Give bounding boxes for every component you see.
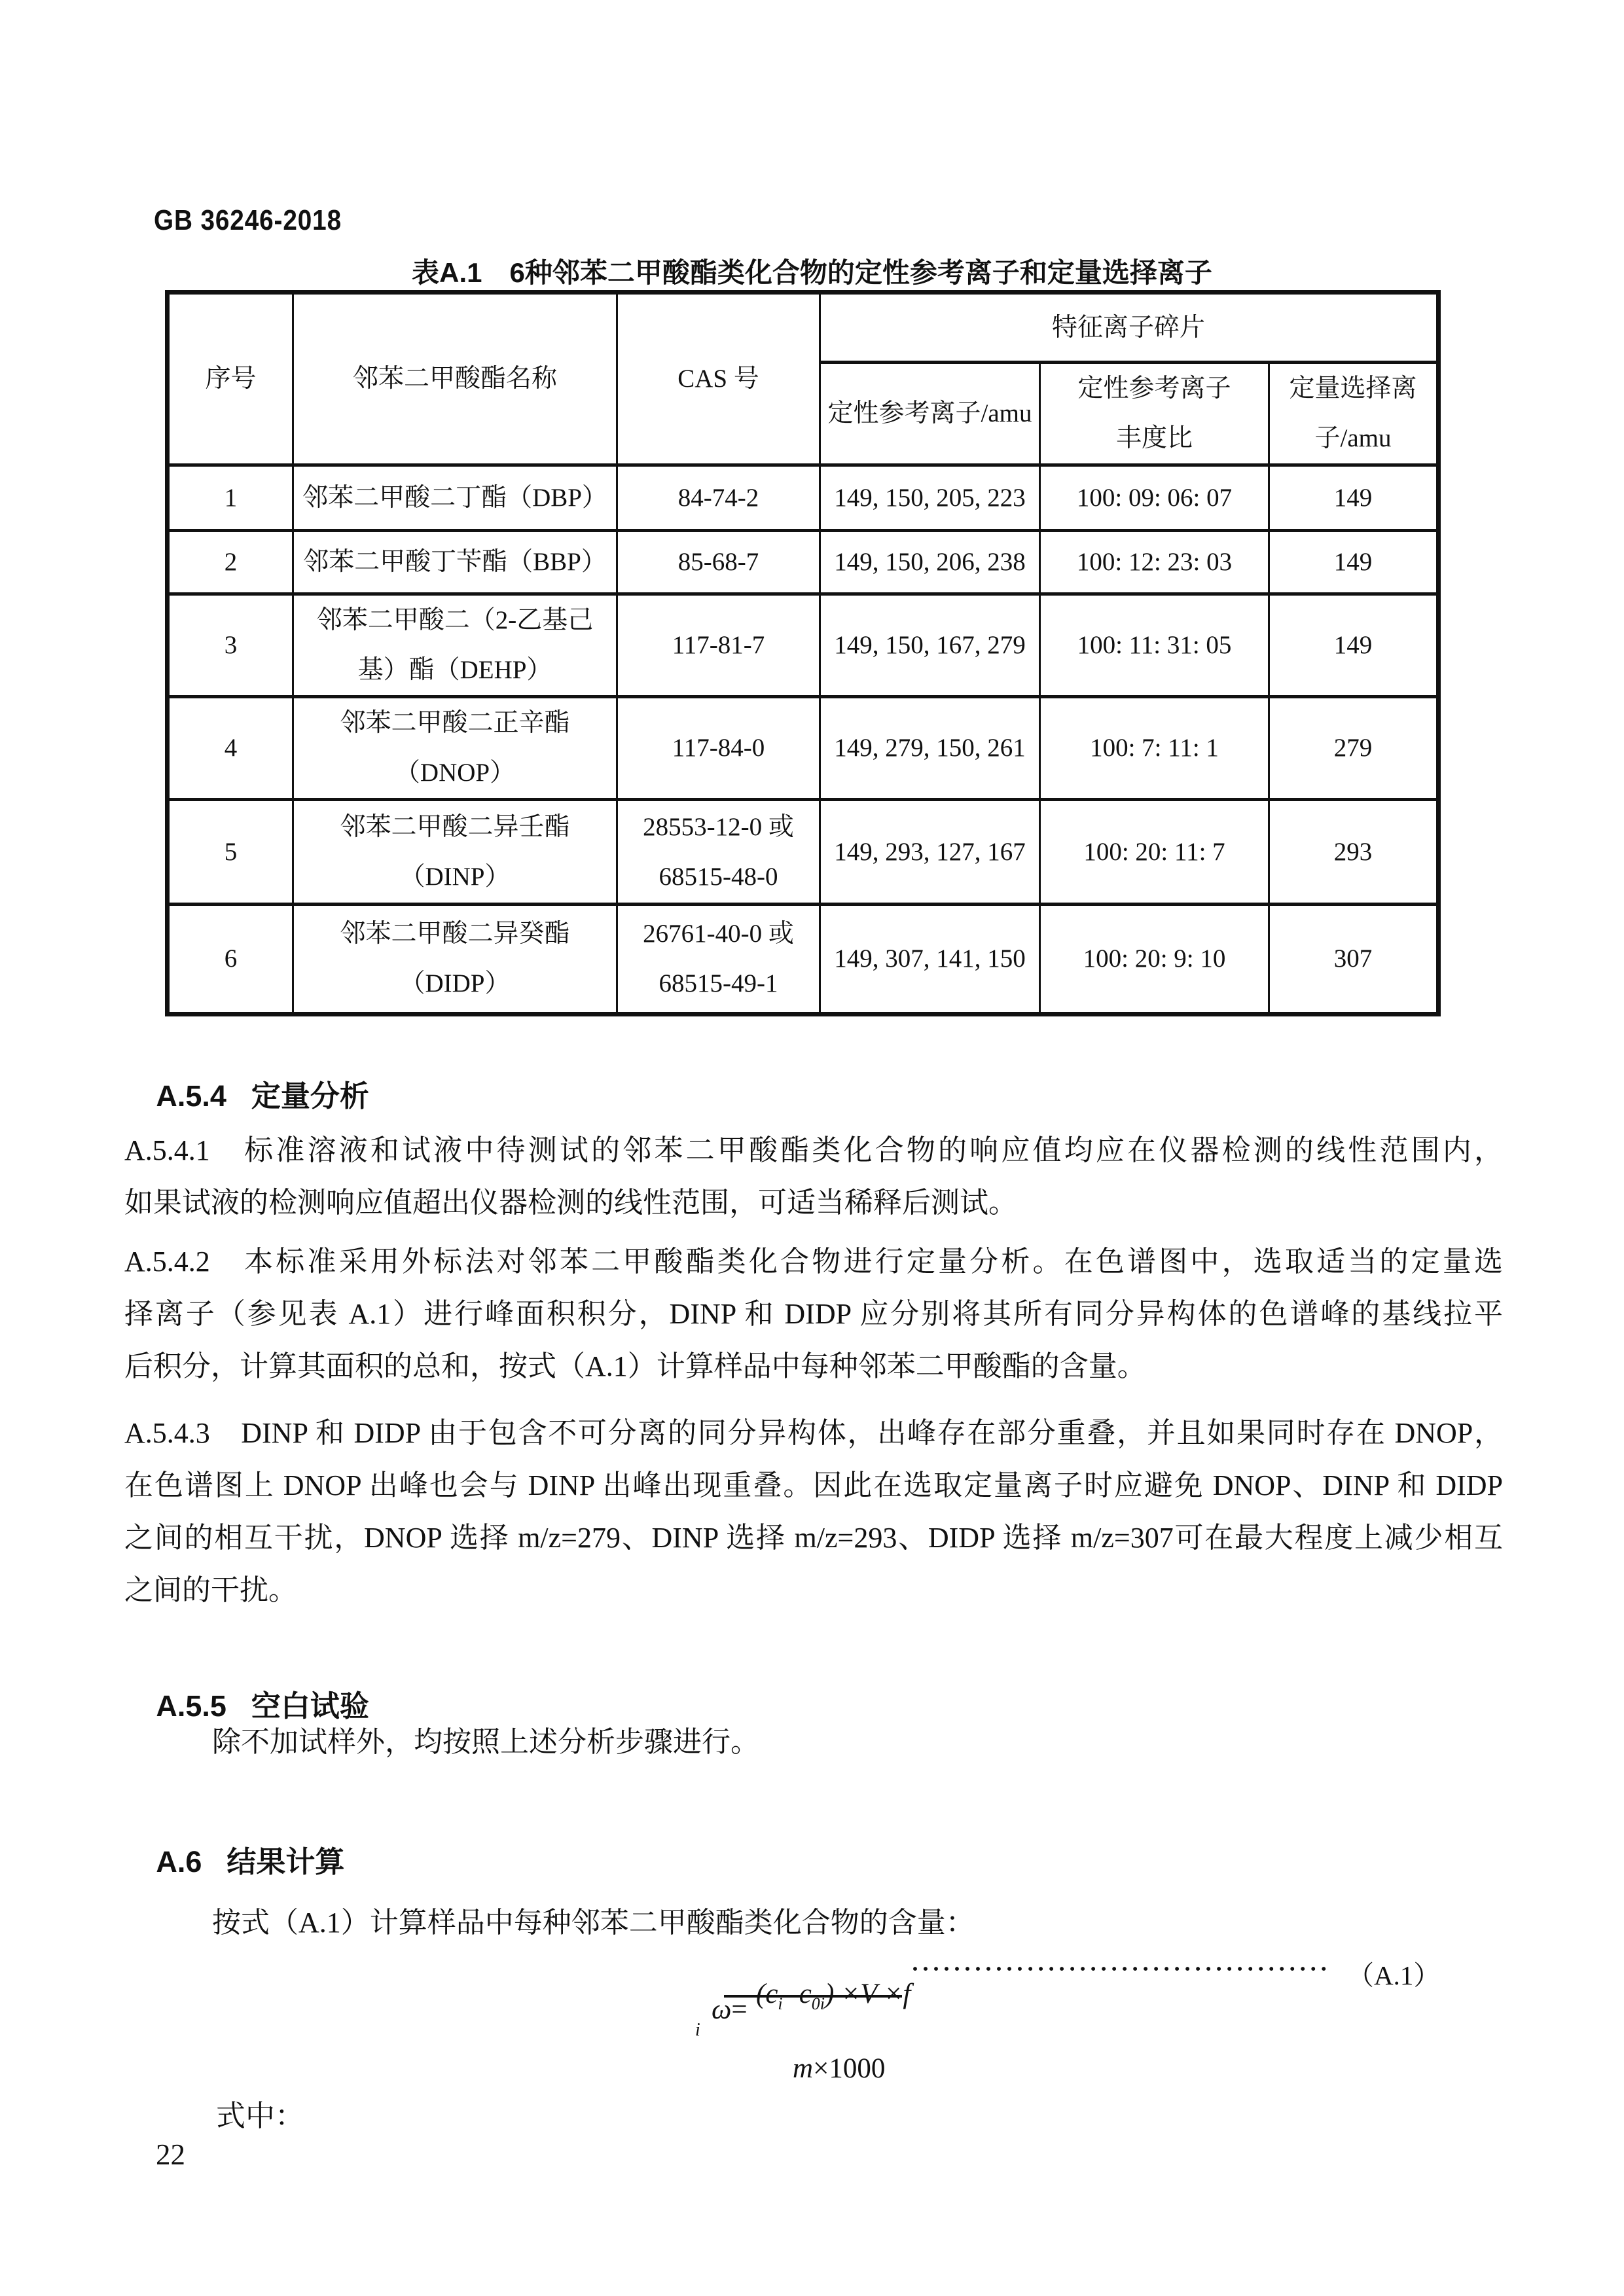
cell-name [293,465,617,531]
formula-dot-leader: ········································ [911,1956,1331,1982]
cell-quant: 279 [1269,697,1439,800]
cell-cas [617,905,820,1014]
header-line: 子/amu [1314,424,1392,452]
cell-ratio: 100: 09: 06: 07 [1040,465,1269,531]
paragraph-line: 如果试液的检测响应值超出仪器检测的线性范围，可适当稀释后测试。 [124,1187,1017,1219]
cell-ions: 149, 293, 127, 167 [820,800,1040,905]
cell-line: （DNOP） [394,759,516,787]
section-title: 定量分析 [251,1079,369,1113]
formula-omega: ω [712,1994,732,2025]
cell-ions: 149, 150, 206, 238 [820,531,1040,594]
table-header-row-1 [168,293,1439,363]
formula-subscript: i [778,1994,783,2013]
cell-line: 117-84-0 [672,734,765,762]
cell-name [293,531,617,594]
section-title: 空白试验 [251,1689,369,1723]
paragraph-line: 在色谱图上 DNOP 出峰也会与 DINP 出峰出现重叠。因此在选取定量离子时应避免 DNOP、DINP 和 DIDP [124,1469,1503,1501]
section-number: A.5.5 [156,1689,226,1723]
paragraph-line: A.5.4.3 DINP 和 DIDP 由于包含不可分离的同分异构体，出峰存在部分重叠，并且如果同时存在 DNOP， [124,1417,1503,1449]
cell-line: 117-81-7 [672,631,765,659]
col-header-quant-ion [1269,363,1439,465]
paragraph-a5442 [124,1236,1503,1393]
section-number: A.5.4 [156,1079,226,1113]
cell-quant: 307 [1269,905,1439,1014]
cell-line: （DIDP） [399,969,511,997]
paragraph-formula-intro: 按式（A.1）计算样品中每种邻苯二甲酸酯类化合物的含量： [212,1907,975,1939]
paragraph-line: A.5.4.2 本标准采用外标法对邻苯二甲酸酯类化合物进行定量分析。在色谱图中，选取适当的定量选 [124,1246,1503,1278]
paragraph-blank-test: 除不加试样外，均按照上述分析步骤进行。 [212,1726,759,1758]
col-header-name: 邻苯二甲酸酯名称 [293,293,617,465]
col-header-cas: CAS 号 [617,293,820,465]
table-row [168,594,1439,697]
cell-ions: 149, 307, 141, 150 [820,905,1040,1014]
cell-ions: 149, 150, 167, 279 [820,594,1040,697]
formula-term: (c [756,1979,778,2009]
cell-name [293,697,617,800]
cell-no: 1 [168,465,293,531]
cell-no: 3 [168,594,293,697]
cell-line: 邻苯二甲酸二异癸酯 [340,920,570,948]
cell-name [293,594,617,697]
paragraph-line: 之间的干扰。 [124,1574,297,1606]
cell-line: 邻苯二甲酸二丁酯（DBP） [302,483,607,512]
paragraph-line: 择离子（参见表 A.1）进行峰面积积分，DINP 和 DIDP 应分别将其所有同分异构体的色谱峰的基线拉平 [124,1298,1503,1330]
phthalate-ion-table [165,290,1441,1016]
formula-equals: = [731,1994,748,2025]
cell-cas [617,594,820,697]
header-line: 丰度比 [1115,424,1193,452]
table-row [168,905,1439,1014]
col-header-fragment-group: 特征离子碎片 [820,293,1439,363]
formula-term: - c [782,1979,812,2009]
paragraph-a5441 [124,1124,1503,1229]
paragraph-line: 后积分，计算其面积的总和，按式（A.1）计算样品中每种邻苯二甲酸酯的含量。 [124,1350,1146,1382]
cell-quant: 149 [1269,465,1439,531]
cell-line: 26761-40-0 或 [643,920,794,948]
cell-ions: 149, 279, 150, 261 [820,697,1040,800]
cell-ratio: 100: 12: 23: 03 [1040,531,1269,594]
cell-quant: 293 [1269,800,1439,905]
cell-quant: 149 [1269,594,1439,697]
cell-line: 68515-48-0 [659,862,778,891]
cell-no: 6 [168,905,293,1014]
header-line: 定量选择离 [1289,374,1417,403]
section-title: 结果计算 [226,1845,345,1878]
table-row [168,531,1439,594]
table-row [168,697,1439,800]
page-number: 22 [156,2138,185,2171]
formula-term: ) ×V ×f [825,1979,911,2009]
cell-cas [617,800,820,905]
cell-line: 28553-12-0 或 [643,812,794,841]
cell-cas [617,465,820,531]
section-number: A.6 [156,1845,202,1878]
header-line: 定性参考离子 [1077,374,1231,403]
paragraph-a5443 [124,1407,1503,1617]
formula-subscript: 0i [811,1994,825,2013]
formula-denominator [765,2026,885,2111]
cell-line: 基）酯（DEHP） [357,656,552,684]
cell-quant: 149 [1269,531,1439,594]
table-title: 表A.1 6种邻苯二甲酸酯类化合物的定性参考离子和定量选择离子 [412,257,1212,288]
table-row [168,465,1439,531]
cell-ratio: 100: 20: 11: 7 [1040,800,1269,905]
col-header-abundance-ratio [1040,363,1269,465]
cell-no: 5 [168,800,293,905]
formula-omega-subscript: i [695,2020,700,2040]
cell-line: 84-74-2 [677,483,759,512]
formula-where-note: 式中： [216,2100,305,2132]
cell-ions: 149, 150, 205, 223 [820,465,1040,531]
formula-term: ×1000 [813,2053,886,2084]
col-header-qual-ion: 定性参考离子/amu [820,363,1040,465]
cell-line: 邻苯二甲酸丁苄酯（BBP） [303,548,607,576]
cell-cas [617,697,820,800]
cell-cas [617,531,820,594]
standard-number: GB 36246-2018 [154,204,342,236]
cell-name [293,800,617,905]
cell-line: 邻苯二甲酸二（2-乙基己 [316,606,594,634]
cell-line: 85-68-7 [677,548,759,576]
table-row [168,800,1439,905]
paragraph-line: A.5.4.1 标准溶液和试液中待测试的邻苯二甲酸酯类化合物的响应值均应在仪器检测的线性范围内， [124,1134,1503,1166]
cell-no: 4 [168,697,293,800]
formula-term: m [793,2053,814,2084]
cell-name [293,905,617,1014]
cell-ratio: 100: 11: 31: 05 [1040,594,1269,697]
cell-ratio: 100: 20: 9: 10 [1040,905,1269,1014]
formula-number: （A.1） [1347,1960,1441,1990]
cell-line: （DINP） [399,862,511,891]
cell-line: 邻苯二甲酸二正辛酯 [340,709,570,737]
cell-line: 邻苯二甲酸二异壬酯 [340,812,570,841]
col-header-seq: 序号 [168,293,293,465]
cell-line: 68515-49-1 [659,969,778,997]
paragraph-line: 之间的相互干扰，DNOP 选择 m/z=279、DINP 选择 m/z=293、DIDP 选择 m/z=307可在最大程度上减少相互 [124,1522,1503,1554]
formula-fraction-bar [724,1995,902,1998]
cell-no: 2 [168,531,293,594]
cell-ratio: 100: 7: 11: 1 [1040,697,1269,800]
